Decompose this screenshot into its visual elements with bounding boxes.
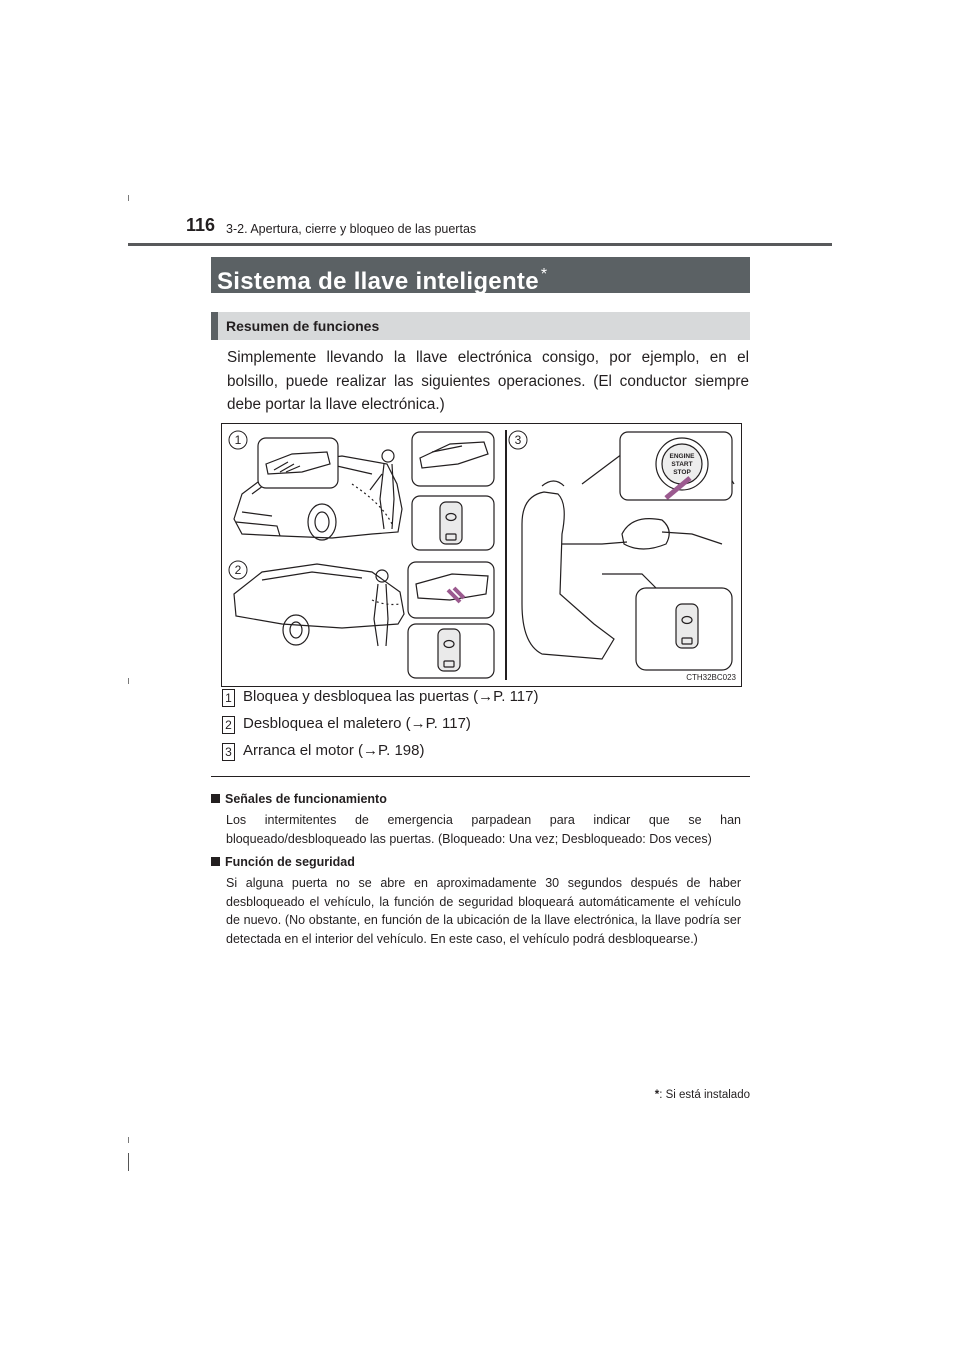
callout-2: 2 [234,563,242,577]
footnote-mark: * [654,1089,660,1101]
smart-key-illustration [221,423,742,687]
list-number-3: 3 [222,743,235,761]
note-body-1: Los intermitentes de emergencia parpadean para indicar que se han bloqueado/desbloqueado las puertas. (Bloqueado: Una vez; Desbloqueado: Dos veces) [226,813,741,846]
chapter-title: 3-2. Apertura, cierre y bloqueo de las puertas [226,222,477,236]
section-title [211,257,750,293]
callout-1: 1 [234,433,242,447]
crop-mark [128,678,129,684]
page-number: 116 [186,215,216,235]
header-rule [128,243,832,246]
note-heading-2-text: Función de seguridad [225,855,355,869]
list-number-1: 1 [222,689,235,707]
note-body-2: Si alguna puerta no se abre en aproximadamente 30 segundos después de haber desbloqueado el vehículo, la función de seguridad bloqueará automáticamente el vehículo de nuevo. (No obstante, en función de la ubicación de la llave electrónica, la llave podría ser detectada en el interior del vehículo. En este caso, el vehículo podrá desbloquearse.) [226,876,741,946]
list-number-2: 2 [222,716,235,734]
callout-3: 3 [514,433,522,447]
engine-button-label-1: ENGINE [669,453,695,460]
asterisk-mark: * [540,266,548,283]
crop-mark [128,1137,129,1143]
section-title-text: Sistema de llave inteligente [217,268,539,295]
footnote-text: : Si está instalado [659,1089,750,1101]
list-item-1: Bloquea y desbloquea las puertas (→P. 117) [243,688,539,705]
section-divider [211,776,750,777]
figure-code: CTH32BC023 [686,673,736,682]
note-heading-1 [211,792,387,806]
list-item-3: Arranca el motor (→P. 198) [243,742,425,759]
square-bullet-icon [211,857,220,866]
note-heading-1-text: Señales de funcionamiento [225,792,387,806]
illustration-svg [222,424,741,686]
crop-mark [128,1153,129,1171]
engine-button-label-3: STOP [673,469,691,476]
subsection-heading: Resumen de funciones [211,312,750,340]
footnote [600,1089,750,1101]
crop-mark [128,195,129,201]
engine-button-label-2: START [671,461,693,468]
list-item-2: Desbloquea el maletero (→P. 117) [243,715,471,732]
car-rear-illustration [234,564,404,645]
note-heading-2 [211,855,355,869]
intro-paragraph: Simplemente llevando la llave electrónica consigo, por ejemplo, en el bolsillo, puede realizar las siguientes operaciones. (El conductor siempre debe portar la llave electrónica.) [227,349,749,413]
square-bullet-icon [211,794,220,803]
